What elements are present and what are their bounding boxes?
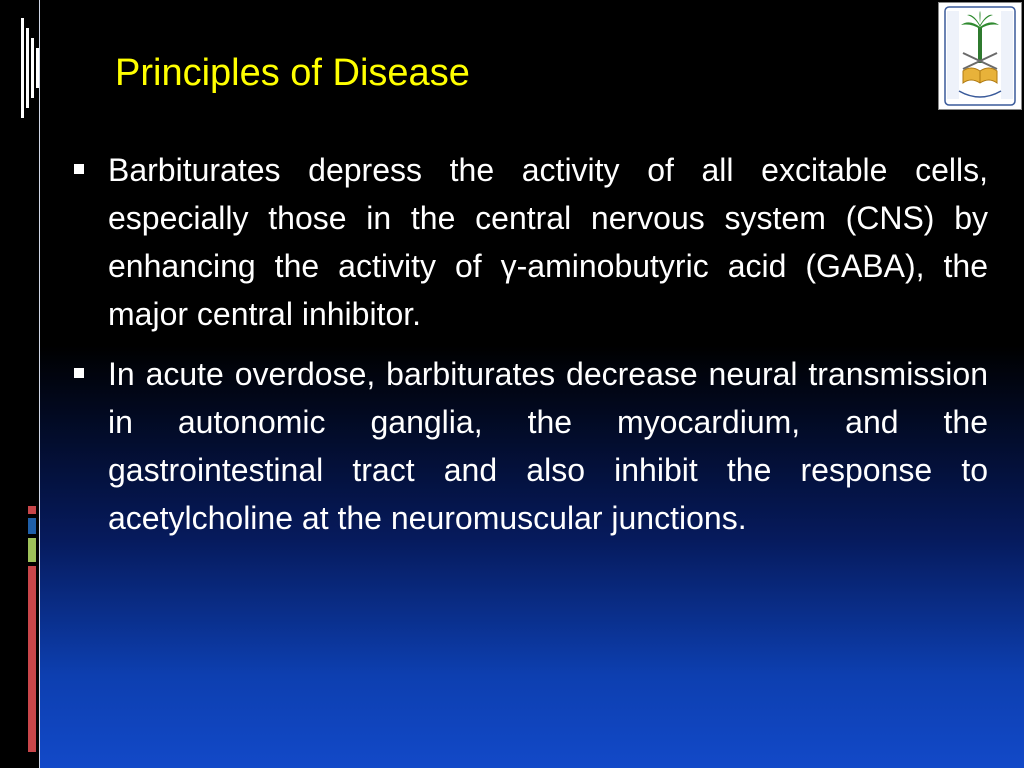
bullet-item-1 xyxy=(70,146,988,338)
university-seal-logo-icon xyxy=(939,3,1021,109)
bullet-item-2 xyxy=(70,350,988,542)
accent-bar-blue xyxy=(28,518,36,534)
slide-left-strip xyxy=(0,0,40,768)
accent-bar-red-top xyxy=(28,506,36,514)
bullet-list xyxy=(70,146,988,554)
accent-bar-red xyxy=(28,566,36,752)
accent-bar-green xyxy=(28,538,36,562)
bullet-text-2: In acute overdose, barbiturates decrease neural transmission in autonomic ganglia, the myocardium, and the gastrointestinal tract and also inhibit the response to acetylcholine at the neuromuscular junctions. xyxy=(108,356,988,536)
bullet-text-1: Barbiturates depress the activity of all excitable cells, especially those in the central nervous system (CNS) by enhancing the activity of γ-aminobutyric acid (GABA), the major central inhibitor. xyxy=(108,152,988,332)
square-bullet-icon xyxy=(74,164,84,174)
slide-title: Principles of Disease xyxy=(115,52,470,94)
frame-lines-icon xyxy=(20,18,40,118)
square-bullet-icon xyxy=(74,368,84,378)
university-logo xyxy=(938,2,1022,110)
